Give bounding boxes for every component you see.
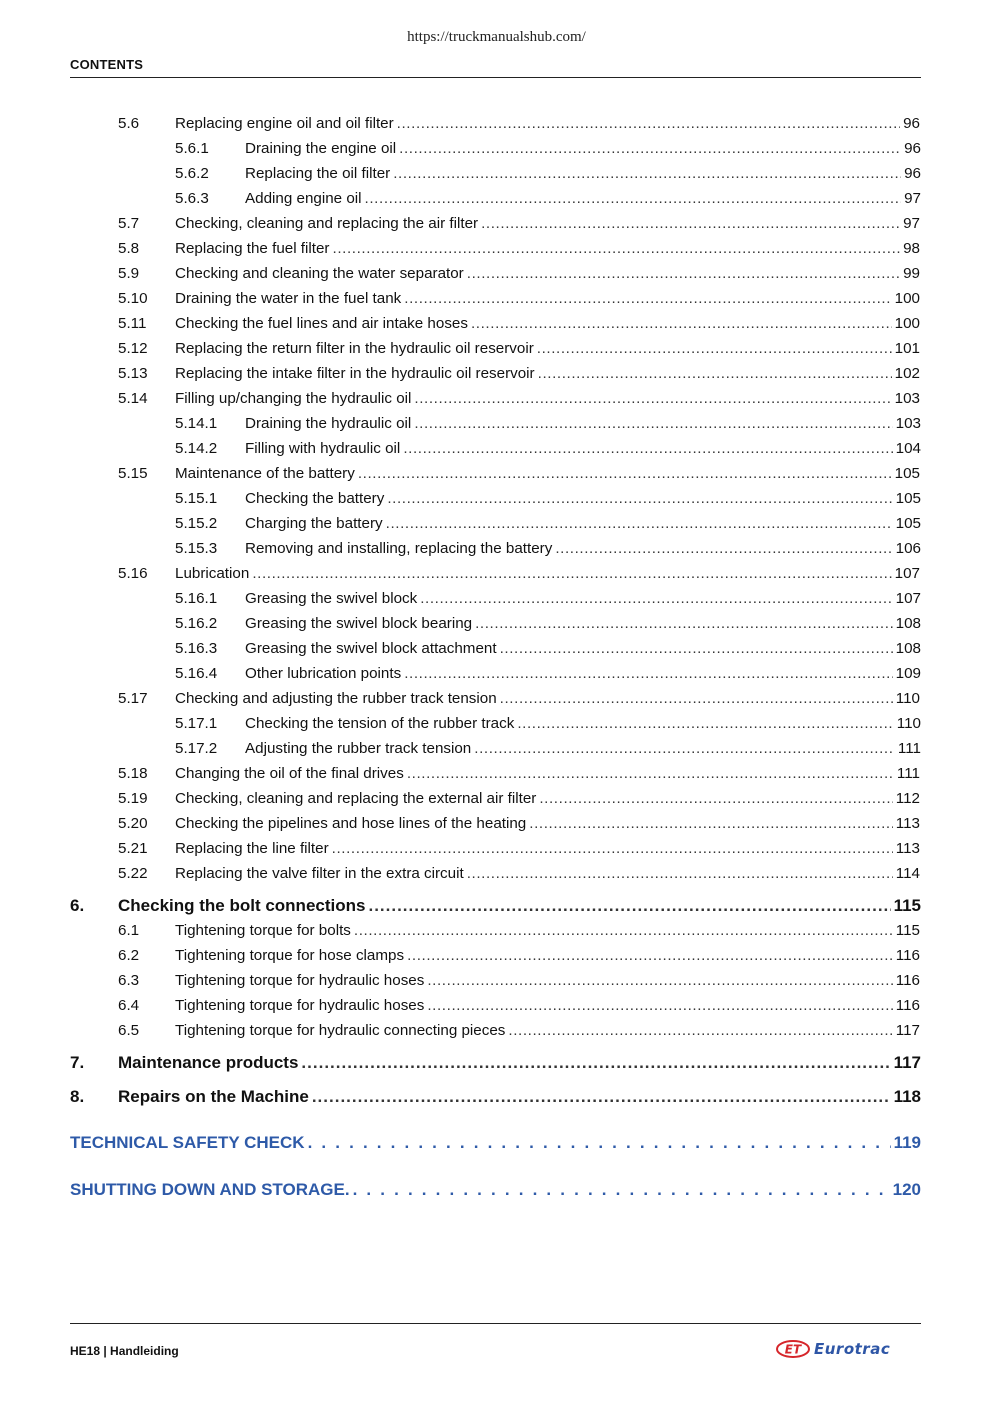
toc-entry-title: Tightening torque for hydraulic hoses bbox=[175, 997, 425, 1014]
toc-entry[interactable] bbox=[0, 564, 993, 584]
toc-dot-leader bbox=[365, 189, 902, 209]
toc-entry-number: 5.18 bbox=[118, 765, 148, 782]
toc-entry[interactable] bbox=[0, 114, 993, 134]
toc-entry-page: 101 bbox=[894, 340, 920, 357]
toc-entry-number: 5.17.2 bbox=[175, 740, 218, 757]
toc-entry-number: 8. bbox=[70, 1087, 85, 1106]
toc-entry-page: 110 bbox=[896, 715, 921, 732]
toc-entry-page: 117 bbox=[893, 1053, 921, 1072]
toc-entry-page: 109 bbox=[895, 665, 921, 682]
toc-entry-number: 6.3 bbox=[118, 972, 140, 989]
toc-entry-title: Maintenance products bbox=[118, 1053, 299, 1072]
toc-entry[interactable] bbox=[0, 1053, 993, 1073]
toc-entry-title: Checking the tension of the rubber track bbox=[245, 715, 515, 732]
toc-entry-number: 5.8 bbox=[118, 240, 140, 257]
toc-entry[interactable] bbox=[0, 164, 993, 184]
toc-entry[interactable] bbox=[0, 1087, 993, 1107]
toc-dot-leader bbox=[393, 164, 901, 184]
toc-entry[interactable] bbox=[0, 714, 993, 734]
toc-entry-title: Adding engine oil bbox=[245, 190, 362, 207]
toc-entry-page: 107 bbox=[895, 590, 921, 607]
toc-dot-leader bbox=[500, 639, 893, 659]
toc-entry[interactable] bbox=[0, 614, 993, 634]
toc-entry-page: 116 bbox=[895, 997, 920, 1014]
toc-dot-leader bbox=[481, 214, 900, 234]
toc-entry-number: 6.5 bbox=[118, 1022, 140, 1039]
toc-dot-leader bbox=[387, 489, 892, 509]
toc-entry-page: 112 bbox=[895, 790, 920, 807]
toc-dot-leader bbox=[420, 589, 892, 609]
toc-entry-number: 5.14.2 bbox=[175, 440, 218, 457]
toc-dot-leader bbox=[538, 364, 892, 384]
toc-entry-number: 5.20 bbox=[118, 815, 148, 832]
toc-entry-title: Checking and cleaning the water separator bbox=[175, 265, 464, 282]
toc-entry[interactable] bbox=[0, 689, 993, 709]
toc-entry-title: Tightening torque for bolts bbox=[175, 922, 351, 939]
toc-entry-title: Draining the water in the fuel tank bbox=[175, 290, 402, 307]
toc-entry-title: Lubrication bbox=[175, 565, 250, 582]
toc-dot-leader bbox=[358, 464, 892, 484]
toc-entry-title: Filling with hydraulic oil bbox=[245, 440, 401, 457]
toc-entry-page: 116 bbox=[895, 947, 920, 964]
toc-entry-title: TECHNICAL SAFETY CHECK bbox=[70, 1133, 305, 1152]
toc-entry-title: Checking, cleaning and replacing the air filter bbox=[175, 215, 479, 232]
svg-text:ET: ET bbox=[784, 1342, 802, 1357]
toc-dot-leader bbox=[332, 839, 893, 859]
toc-dot-leader bbox=[404, 289, 891, 309]
toc-entry-number: 5.19 bbox=[118, 790, 148, 807]
toc-entry-number: 7. bbox=[70, 1053, 85, 1072]
toc-entry-page: 117 bbox=[895, 1022, 920, 1039]
toc-entry-title: Tightening torque for hose clamps bbox=[175, 947, 405, 964]
toc-entry-title: Greasing the swivel block bearing bbox=[245, 615, 473, 632]
toc-entry-title: Replacing engine oil and oil filter bbox=[175, 115, 394, 132]
toc-dot-leader bbox=[399, 139, 901, 159]
toc-dot-leader bbox=[353, 1180, 890, 1200]
toc-entry-page: 113 bbox=[895, 840, 920, 857]
toc-entry-title: Filling up/changing the hydraulic oil bbox=[175, 390, 412, 407]
toc-entry-number: 5.15.1 bbox=[175, 490, 218, 507]
toc-entry[interactable] bbox=[0, 239, 993, 259]
toc-entry-page: 105 bbox=[894, 465, 920, 482]
toc-entry-title: Checking the fuel lines and air intake hoses bbox=[175, 315, 468, 332]
toc-entry[interactable] bbox=[0, 489, 993, 509]
toc-entry-number: 5.6.1 bbox=[175, 140, 209, 157]
toc-entry-title: Maintenance of the battery bbox=[175, 465, 355, 482]
toc-entry-number: 5.16.1 bbox=[175, 590, 218, 607]
toc-entry[interactable] bbox=[0, 514, 993, 534]
toc-entry-number: 5.13 bbox=[118, 365, 148, 382]
toc-entry-page: 98 bbox=[903, 240, 920, 257]
toc-entry-page: 105 bbox=[895, 490, 921, 507]
toc-entry-title: Other lubrication points bbox=[245, 665, 402, 682]
toc-entry-number: 5.11 bbox=[118, 315, 147, 332]
toc-entry[interactable] bbox=[0, 739, 993, 759]
toc-entry-page: 120 bbox=[892, 1180, 921, 1199]
toc-entry[interactable] bbox=[0, 214, 993, 234]
toc-entry-page: 111 bbox=[896, 765, 920, 782]
toc-entry-number: 5.15.3 bbox=[175, 540, 218, 557]
toc-dot-leader bbox=[368, 896, 890, 916]
toc-entry[interactable] bbox=[0, 364, 993, 384]
toc-entry-page: 103 bbox=[895, 415, 921, 432]
toc-entry-title: Replacing the line filter bbox=[175, 840, 329, 857]
toc-dot-leader bbox=[333, 239, 901, 259]
toc-entry-title: Changing the oil of the final drives bbox=[175, 765, 404, 782]
toc-entry-title: Charging the battery bbox=[245, 515, 383, 532]
toc-dot-leader bbox=[471, 314, 892, 334]
toc-entry-title: Replacing the return filter in the hydraulic oil reservoir bbox=[175, 340, 534, 357]
toc-entry-title: Replacing the fuel filter bbox=[175, 240, 330, 257]
toc-entry-page: 118 bbox=[893, 1087, 921, 1106]
toc-dot-leader bbox=[537, 339, 892, 359]
toc-entry-page: 104 bbox=[895, 440, 921, 457]
toc-entry-title: Replacing the intake filter in the hydraulic oil reservoir bbox=[175, 365, 535, 382]
toc-entry[interactable] bbox=[0, 464, 993, 484]
toc-dot-leader bbox=[312, 1087, 891, 1107]
toc-entry[interactable] bbox=[0, 589, 993, 609]
eurotrac-logo bbox=[776, 1340, 890, 1358]
toc-entry-number: 6. bbox=[70, 896, 85, 915]
toc-entry-number: 5.22 bbox=[118, 865, 148, 882]
toc-entry-page: 107 bbox=[894, 565, 920, 582]
toc-entry[interactable] bbox=[0, 921, 993, 941]
toc-entry-title: Draining the hydraulic oil bbox=[245, 415, 412, 432]
toc-entry-page: 116 bbox=[895, 972, 920, 989]
toc-entry-page: 111 bbox=[897, 740, 921, 757]
toc-dot-leader bbox=[555, 539, 892, 559]
toc-entry-number: 5.16.4 bbox=[175, 665, 218, 682]
toc-entry[interactable] bbox=[0, 264, 993, 284]
toc-entry[interactable] bbox=[0, 414, 993, 434]
eurotrac-logo-icon bbox=[776, 1340, 810, 1358]
toc-entry[interactable] bbox=[0, 814, 993, 834]
toc-entry-page: 108 bbox=[895, 640, 921, 657]
footer-rule bbox=[70, 1323, 921, 1324]
toc-dot-leader bbox=[404, 664, 892, 684]
toc-entry[interactable] bbox=[0, 1021, 993, 1041]
toc-dot-leader bbox=[474, 739, 895, 759]
toc-entry-number: 5.6 bbox=[118, 115, 140, 132]
toc-entry[interactable] bbox=[0, 946, 993, 966]
toc-entry-page: 97 bbox=[903, 215, 920, 232]
toc-entry[interactable] bbox=[0, 971, 993, 991]
toc-entry-page: 100 bbox=[894, 290, 920, 307]
toc-dot-leader bbox=[517, 714, 893, 734]
toc-dot-leader bbox=[500, 689, 893, 709]
toc-entry-title: Removing and installing, replacing the battery bbox=[245, 540, 553, 557]
header-rule bbox=[70, 77, 921, 78]
toc-entry-page: 119 bbox=[893, 1133, 921, 1152]
toc-entry[interactable] bbox=[0, 439, 993, 459]
toc-entry-title: Greasing the swivel block attachment bbox=[245, 640, 497, 657]
toc-entry-page: 108 bbox=[895, 615, 921, 632]
toc-entry-title: Repairs on the Machine bbox=[118, 1087, 309, 1106]
toc-entry-number: 5.16.2 bbox=[175, 615, 218, 632]
toc-dot-leader bbox=[403, 439, 892, 459]
toc-entry-title: Checking the battery bbox=[245, 490, 385, 507]
toc-dot-leader bbox=[427, 971, 892, 991]
running-header: CONTENTS bbox=[70, 57, 144, 72]
toc-dot-leader bbox=[354, 921, 893, 941]
footer-doc-title: HE18 | Handleiding bbox=[70, 1344, 179, 1358]
toc-dot-leader bbox=[539, 789, 892, 809]
toc-entry-page: 114 bbox=[895, 865, 920, 882]
toc-dot-leader bbox=[414, 414, 892, 434]
toc-entry-title: Checking the pipelines and hose lines of the heating bbox=[175, 815, 527, 832]
toc-entry[interactable] bbox=[0, 639, 993, 659]
toc-entry-page: 115 bbox=[893, 896, 921, 915]
toc-entry-number: 5.6.3 bbox=[175, 190, 209, 207]
toc-entry[interactable] bbox=[0, 1180, 993, 1200]
toc-entry-number: 5.9 bbox=[118, 265, 140, 282]
toc-entry[interactable] bbox=[0, 189, 993, 209]
toc-entry-title: SHUTTING DOWN AND STORAGE. bbox=[70, 1180, 350, 1199]
toc-dot-leader bbox=[308, 1133, 891, 1153]
toc-entry[interactable] bbox=[0, 996, 993, 1016]
toc-dot-leader bbox=[386, 514, 893, 534]
toc-entry-number: 6.1 bbox=[118, 922, 140, 939]
toc-dot-leader bbox=[414, 389, 891, 409]
eurotrac-logo-text: Eurotrac bbox=[814, 1340, 891, 1358]
toc-entry-title: Adjusting the rubber track tension bbox=[245, 740, 472, 757]
toc-entry-title: Checking, cleaning and replacing the external air filter bbox=[175, 790, 537, 807]
toc-entry-page: 99 bbox=[903, 265, 920, 282]
toc-entry-page: 102 bbox=[894, 365, 920, 382]
toc-entry-title: Draining the engine oil bbox=[245, 140, 397, 157]
toc-entry-page: 97 bbox=[904, 190, 921, 207]
toc-entry[interactable] bbox=[0, 539, 993, 559]
toc-entry-number: 5.7 bbox=[118, 215, 140, 232]
toc-entry-title: Tightening torque for hydraulic hoses bbox=[175, 972, 425, 989]
toc-entry-number: 5.16 bbox=[118, 565, 148, 582]
toc-entry-number: 6.2 bbox=[118, 947, 140, 964]
toc-entry-number: 6.4 bbox=[118, 997, 140, 1014]
toc-entry-title: Replacing the oil filter bbox=[245, 165, 391, 182]
toc-dot-leader bbox=[427, 996, 892, 1016]
toc-entry[interactable] bbox=[0, 389, 993, 409]
toc-entry-title: Tightening torque for hydraulic connecting pieces bbox=[175, 1022, 506, 1039]
toc-entry-number: 5.17.1 bbox=[175, 715, 218, 732]
toc-entry-number: 5.10 bbox=[118, 290, 148, 307]
toc-entry-title: Checking and adjusting the rubber track tension bbox=[175, 690, 497, 707]
toc-dot-leader bbox=[407, 946, 893, 966]
toc-entry-number: 5.14.1 bbox=[175, 415, 218, 432]
toc-entry-number: 5.16.3 bbox=[175, 640, 218, 657]
toc-dot-leader bbox=[475, 614, 893, 634]
toc-entry[interactable] bbox=[0, 864, 993, 884]
toc-entry-number: 5.14 bbox=[118, 390, 148, 407]
toc-entry-page: 110 bbox=[895, 690, 920, 707]
toc-entry[interactable] bbox=[0, 839, 993, 859]
toc-entry[interactable] bbox=[0, 896, 993, 916]
toc-dot-leader bbox=[508, 1021, 892, 1041]
source-url: https://truckmanualshub.com/ bbox=[407, 29, 586, 45]
toc-entry[interactable] bbox=[0, 139, 993, 159]
toc-entry-page: 106 bbox=[895, 540, 921, 557]
toc-entry-page: 105 bbox=[895, 515, 921, 532]
toc-dot-leader bbox=[252, 564, 891, 584]
toc-entry-number: 5.17 bbox=[118, 690, 148, 707]
toc-entry[interactable] bbox=[0, 1133, 993, 1153]
toc-entry-number: 5.15 bbox=[118, 465, 148, 482]
toc-entry-page: 96 bbox=[904, 165, 921, 182]
toc-entry[interactable] bbox=[0, 664, 993, 684]
toc-entry-number: 5.15.2 bbox=[175, 515, 218, 532]
toc-entry-page: 100 bbox=[894, 315, 920, 332]
toc-entry-page: 103 bbox=[894, 390, 920, 407]
toc-dot-leader bbox=[467, 264, 900, 284]
toc-entry[interactable] bbox=[0, 789, 993, 809]
toc-entry-title: Greasing the swivel block bbox=[245, 590, 418, 607]
toc-dot-leader bbox=[529, 814, 893, 834]
toc-entry[interactable] bbox=[0, 764, 993, 784]
toc-entry-title: Checking the bolt connections bbox=[118, 896, 366, 915]
toc-entry-page: 115 bbox=[895, 922, 920, 939]
toc-entry-page: 96 bbox=[903, 115, 920, 132]
toc-dot-leader bbox=[407, 764, 894, 784]
toc-entry[interactable] bbox=[0, 289, 993, 309]
toc-entry-title: Replacing the valve filter in the extra circuit bbox=[175, 865, 464, 882]
toc-dot-leader bbox=[301, 1053, 890, 1073]
toc-entry-page: 113 bbox=[895, 815, 920, 832]
toc-entry[interactable] bbox=[0, 314, 993, 334]
toc-entry-page: 96 bbox=[904, 140, 921, 157]
toc-dot-leader bbox=[467, 864, 893, 884]
toc-entry-number: 5.12 bbox=[118, 340, 148, 357]
toc-entry-number: 5.6.2 bbox=[175, 165, 209, 182]
toc-entry[interactable] bbox=[0, 339, 993, 359]
toc-dot-leader bbox=[397, 114, 900, 134]
toc-entry-number: 5.21 bbox=[118, 840, 148, 857]
